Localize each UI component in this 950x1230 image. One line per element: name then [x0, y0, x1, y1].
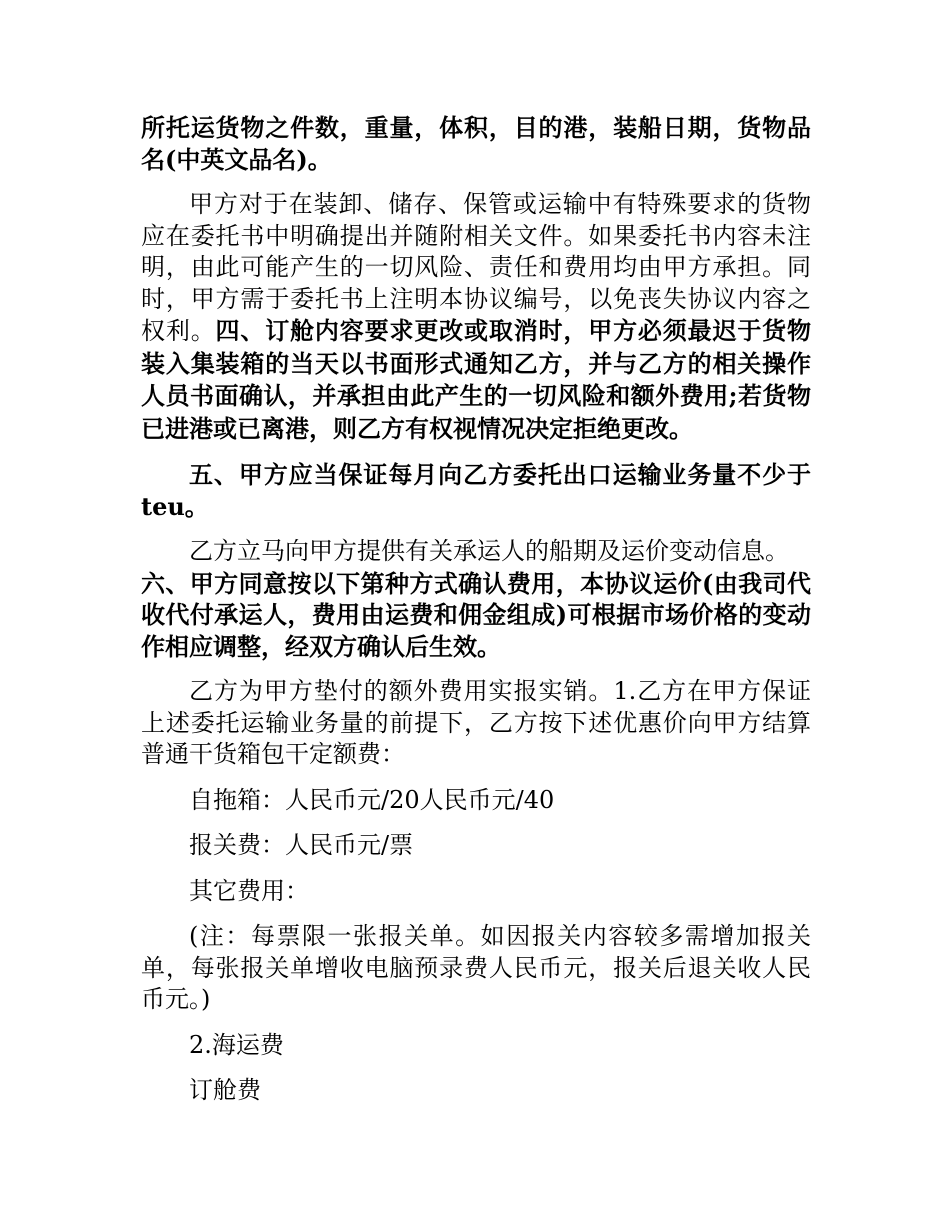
trailer-fee-text: 自拖箱：人民币元/20人民币元/40 — [189, 785, 555, 814]
special-requirements-text: 甲方对于在装卸、储存、保管或运输中有特殊要求的货物应在委托书中明确提出并随附相关文件。如果委托书内容未注明，由此可能产生的一切风险、责任和费用均由甲方承担。同时，甲方需于委托书上注明本协议编号，以免丧失协议内容之权利。 — [141, 190, 811, 345]
extra-fees-text: 乙方为甲方垫付的额外费用实报实销。1.乙方在甲方保证上述委托运输业务量的前提下，乙方按下述优惠价向甲方结算普通干货箱包干定额费： — [141, 677, 811, 768]
paragraph-trailer-fee — [141, 785, 811, 817]
ocean-freight-text: 2.海运费 — [189, 1030, 284, 1059]
schedule-info-text: 乙方立马向甲方提供有关承运人的船期及运价变动信息。 — [189, 537, 789, 565]
paragraph-ocean-freight — [141, 1030, 811, 1062]
paragraph-extra-fees — [141, 676, 811, 771]
paragraph-booking-fee — [141, 1075, 811, 1107]
clause-4-booking-changes: 四、订舱内容要求更改或取消时，甲方必须最迟于货物装入集装箱的当天以书面形式通知乙方，并与乙方的相关操作人员书面确认，并承担由此产生的一切风险和额外费用;若货物已进港或已离港，则乙方有权视情况决定拒绝更改。 — [141, 316, 812, 443]
paragraph-schedule-info — [141, 536, 811, 568]
paragraph-cargo-details — [141, 112, 811, 175]
paragraph-special-requirements — [141, 189, 811, 445]
paragraph-note — [141, 921, 811, 1016]
document-body — [141, 112, 811, 1121]
note-text: (注：每票限一张报关单。如因报关内容较多需增加报关单，每张报关单增收电脑预录费人民币元，报关后退关收人民币元。) — [141, 922, 811, 1013]
other-fees-text: 其它费用： — [189, 876, 309, 905]
paragraph-customs-fee — [141, 830, 811, 862]
clause-5-text: 五、甲方应当保证每月向乙方委托出口运输业务量不少于teu。 — [141, 460, 811, 521]
clause-6-text: 六、甲方同意按以下第种方式确认费用，本协议运价(由我司代收代付承运人，费用由运费和佣金组成)可根据市场价格的变动作相应调整，经双方确认后生效。 — [141, 568, 811, 661]
booking-fee-text: 订舱费 — [189, 1076, 261, 1104]
clause-6-fee-confirmation — [141, 568, 811, 663]
cargo-details-text: 所托运货物之件数，重量，体积，目的港，装船日期，货物品名(中英文品名)。 — [141, 113, 811, 174]
paragraph-other-fees — [141, 876, 811, 908]
clause-5-monthly-volume — [141, 459, 811, 522]
customs-fee-text: 报关费：人民币元/票 — [189, 831, 414, 859]
